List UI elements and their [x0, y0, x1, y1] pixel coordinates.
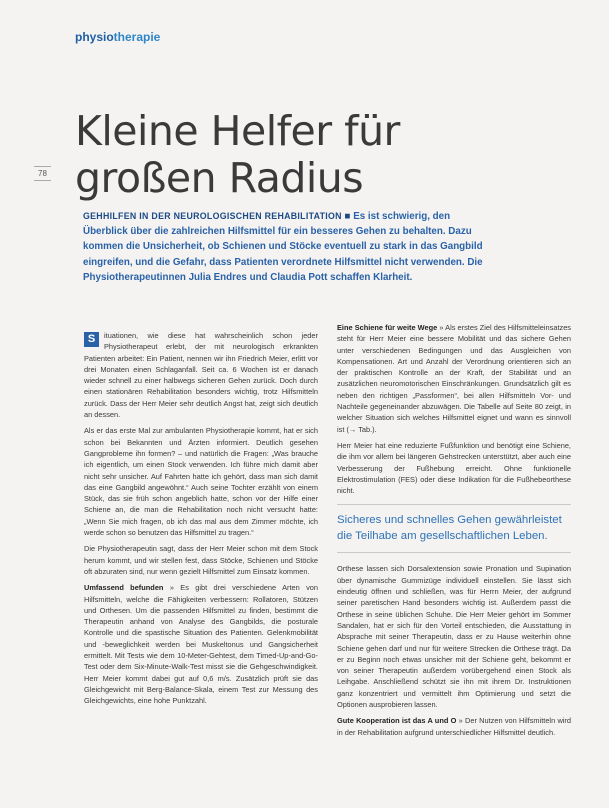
body-paragraph: Die Physiotherapeutin sagt, dass der Herr Meier schon mit dem Stock herum kommt, und wir stellen fest, dass Stöcke, Schienen und Stöcke oft abzuraten sind, nur wenn gezielt Hilfsmittel zum Einsatz kommen. — [84, 544, 318, 576]
subheading: Gute Kooperation ist das A und O — [337, 716, 457, 726]
pull-quote: Sicheres und schnelles Gehen gewährleistet die Teilhabe am gesellschaftlichen Leben. — [337, 504, 571, 553]
body-text: ituationen, wie diese hat wahrscheinlich schon jeder Physiotherapeut erlebt, der mit neurologisch erkrankten Patienten arbeitet: Ein Patient, nennen wir ihn Friedrich Meier, erlitt vor drei Monaten einen Schlaganfall. Seit ca. 6 Wochen ist er danach wieder schnell zu einer halbwegs sicheren Gehen zurück. Doch durch einen stationären Rehabilitation besonders wichtig, trotz Hilfsmitteln zurück. Dass der Herr Meier sehr deutlich Angst hat, zeigt sich deutlich an dessen. — [84, 331, 318, 420]
headline-line-2: großen Radius — [75, 154, 364, 202]
body-text: » Es gibt drei verschiedene Arten von Hilfsmitteln, welche die Fähigkeiten verbessern: Rollatoren, Stützen und Orthesen. Um die passenden Hilfsmittel zu finden, bestimmt die Therapeutin anhand von Analyse des Gangbilds, die posturale Kontrolle und die spastische Situation des Patienten. Gelenkmobilität und -beweglichkeit werden bei Muskeltonus und Gangsicherheit ermittelt. Mit Tests wie dem 10-Meter-Gehtest, dem Timed-Up-and-Go-Test oder dem Six-Minute-Walk-Test misst sie die Gehgeschwindigkeit. Herr Meier kommt dabei gut auf 0,6 m/s. Zusätzlich prüft sie das Gleichgewicht mit Berg-Balance-Skala, einem Test zur Messung des Gleichgewichts, eine hohe Punktzahl. — [84, 583, 318, 706]
body-paragraph: Orthese lassen sich Dorsalextension sowie Pronation und Supination über dynamische Gummizüge individuell einstellen. Sie lässt sich eindeutig öffnen und schließen, was für Herrn Meier, der aufgrund seiner paretischen Hand besonders wichtig ist. Außerdem passt die Orthese in seine üblichen Schuhe. Die Herr Meier gehört im Sommer Sandalen, hat er sich für den Vorteil entschieden, die Ausstattung in Absprache mit seiner Therapeutin, dass er zu Hause weiterhin ohne Schiene gehen darf und nur für weitere Strecken die Orthese trägt. Da er zu Beginn noch etwas unsicher mit der Schiene geht, bekommt er von seiner Therapeutin außerdem vorübergehend einen Stock als Leihgabe. Anschließend schützt sie ihn mit ihrem Dr. Instruktionen ganz konzentriert und vermittelt ihm Optimierung und setzt die Optionen ausprobieren lassen. — [337, 564, 571, 710]
section-label — [75, 30, 160, 44]
left-column — [84, 330, 318, 712]
body-paragraph — [84, 330, 318, 420]
body-paragraph — [84, 582, 318, 706]
drop-cap: S — [84, 332, 99, 347]
lead-paragraph — [83, 209, 483, 285]
page-number: 78 — [34, 166, 51, 181]
lead-text: Es ist schwierig, den Überblick über die zahlreichen Hilfsmittel für ein besseres Gehen zu behalten. Dazu kommen die Unsicherheit, ob Schienen und Stöcke eventuell zu stark in das Gangbild eingreifen, und die Gefahr, dass Patienten verordnete Hilfsmittel nicht verwenden. Die Physiotherapeutinnen Julia Endres und Claudia Pott schaffen Klarheit. — [83, 211, 483, 283]
headline — [75, 108, 535, 202]
lead-kicker: GEHHILFEN IN DER NEUROLOGISCHEN REHABILITATION — [83, 211, 342, 221]
section-label-bold: therapie — [113, 30, 161, 44]
body-paragraph — [337, 322, 571, 435]
body-text: » Als erstes Ziel des Hilfsmitteleinsatzes steht für Herr Meier eine bessere Mobilität und das sichere Gehen unter verschiedenen Bedingungen und das Ausgleichen von Kompensationen. Art und Anzahl der Verordnung orientieren sich an der praktischen Kontrolle an der Kraft, der Stabilität und an zusätzlichen neuromotorischen Einschränkungen. Grundsätzlich gilt es neben den richtigen „Passformen“, bei allen Hilfsmitteln Vor- und Nachteile gegeneinander abzuwägen. Die Tabelle auf Seite 80 zeigt, in welcher Situation sich welches Hilfsmittel eignet und wann es sinnvoll ist (→ Tab.). — [337, 323, 572, 434]
body-paragraph: Herr Meier hat eine reduzierte Fußfunktion und benötigt eine Schiene, die ihm vor allem bei längeren Gehstrecken unterstützt, aber auch eine Verbesserung der Fußhebung erreicht. Ohne funktionelle Elektrostimulation (FES) oder diese Indikation für die Fußhebeorthese nicht. — [337, 440, 571, 496]
body-paragraph — [337, 715, 571, 738]
lead-separator: ■ — [344, 211, 354, 222]
right-column — [337, 322, 571, 743]
subheading: Umfassend befunden — [84, 583, 164, 593]
subheading: Eine Schiene für weite Wege — [337, 323, 438, 332]
body-paragraph: Als er das erste Mal zur ambulanten Physiotherapie kommt, hat er sich schon bei Bekannten und Ärzten informiert. Deutlich gesehen Gangprobleme ihn formen? – und natürlich die Fragen: „Was brauche ich eigentlich, um einen Stock verwenden. Ich führe mich damit aber nicht sehr unsicher. Auf Fahrten hatte ich gehört, dass man sich damit das eine Gangbild angewöhnt.“ Auch seine Tochter erzählt von einem Stück, das sie früh schon angeblich hatte, schon vor der Hilfe einer Schiene an, die man die Rehabilitation noch nicht versucht hatte: „Wenn Sie mich fragen, ob ich das mal aus dem Zimmer möchte, ich werde schon so benutzen das Hilfsmittel zu tragen.“ — [84, 426, 318, 538]
body-text: » Der Nutzen von Hilfsmitteln wird in der Rehabilitation aufgrund unterschiedlicher Hilfsmittel deutlich. — [337, 716, 571, 737]
headline-line-1: Kleine Helfer für — [75, 107, 400, 155]
section-label-light: physio — [75, 30, 114, 44]
